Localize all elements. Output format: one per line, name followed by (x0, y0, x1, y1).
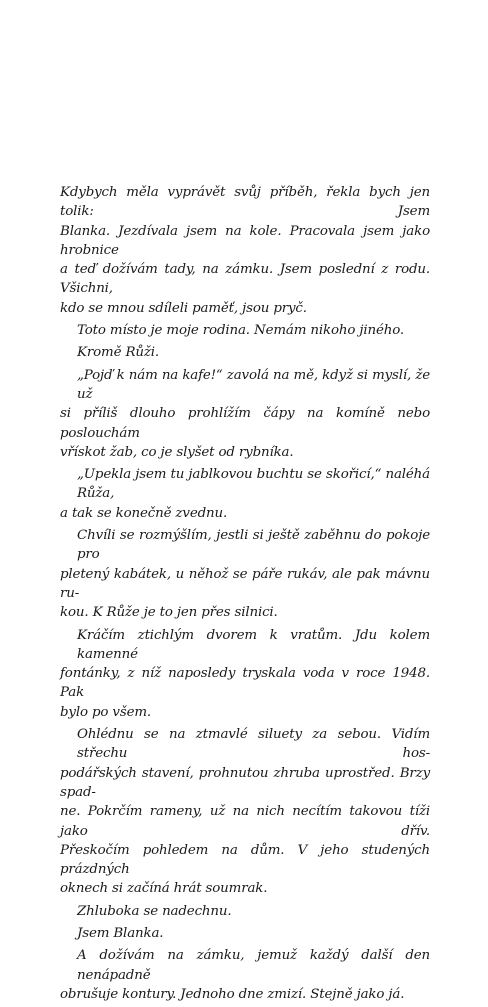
paragraph (60, 902, 430, 921)
text-line: Kromě Růži. (77, 345, 159, 361)
text-line: a tak se konečně zvednu. (60, 505, 228, 521)
text-line: pletený kabátek, u něhož se páře rukáv, ale pak mávnu ru- (60, 566, 430, 601)
text-line: Chvíli se rozmýšlím, jestli si ještě zaběhnu do pokoje pro (77, 528, 430, 563)
text-line: bylo po všem. (60, 704, 151, 720)
text-line: fontánky, z níž naposledy tryskala voda v roce 1948. Pak (60, 666, 430, 701)
paragraph (60, 321, 430, 340)
paragraph (60, 626, 430, 722)
paragraph (60, 183, 430, 318)
text-line: kou. K Růže je to jen přes silnici. (60, 605, 278, 621)
text-line: Blanka. Jezdívala jsem na kole. Pracovala jsem jako hrobnice (60, 223, 430, 258)
text-line: „Pojď k nám na kafe!“ zavolá na mě, když si myslí, že už (77, 367, 430, 402)
body-text (60, 183, 430, 1007)
text-line: A dožívám na zámku, jemuž každý další den nenápadně (77, 948, 430, 983)
paragraph (60, 946, 430, 1004)
text-line: kdo se mnou sdíleli paměť, jsou pryč. (60, 300, 307, 316)
paragraph (60, 343, 430, 362)
text-line: Kdybych měla vyprávět svůj příběh, řekla bych jen tolik: Jsem (60, 185, 430, 220)
paragraph (60, 465, 430, 523)
text-line: si příliš dlouho prohlížím čápy na komíně nebo poslouchám (60, 406, 430, 441)
text-line: obrušuje kontury. Jednoho dne zmizí. Stejně jako já. (60, 986, 405, 1002)
text-line: Přeskočím pohledem na dům. V jeho studených prázdných (60, 842, 430, 878)
text-line: Jsem Blanka. (77, 925, 164, 941)
paragraph (60, 526, 430, 622)
paragraph (60, 924, 430, 943)
text-line: a teď dožívám tady, na zámku. Jsem poslední z rodu. Všichni, (60, 262, 430, 297)
text-line: Ohlédnu se na ztmavlé siluety za sebou. Vidím střechu hos- (77, 727, 430, 762)
paragraph (60, 366, 430, 462)
text-line: Kráčím ztichlým dvorem k vratům. Jdu kolem kamenné (77, 627, 430, 662)
text-line: podářských stavení, prohnutou zhruba uprostřed. Brzy spad- (60, 765, 430, 800)
text-line: vřískot žab, co je slyšet od rybníka. (60, 444, 294, 460)
text-line: „Upekla jsem tu jablkovou buchtu se skořicí,“ naléhá Růža, (77, 467, 430, 502)
paragraph (60, 725, 430, 899)
text-line: oknech si začíná hrát soumrak. (60, 881, 268, 897)
text-line: Zhluboka se nadechnu. (77, 903, 232, 919)
text-line: Toto místo je moje rodina. Nemám nikoho jiného. (77, 323, 405, 339)
text-line: ne. Pokrčím rameny, už na nich necítím takovou tíži jako dřív. (60, 804, 430, 839)
